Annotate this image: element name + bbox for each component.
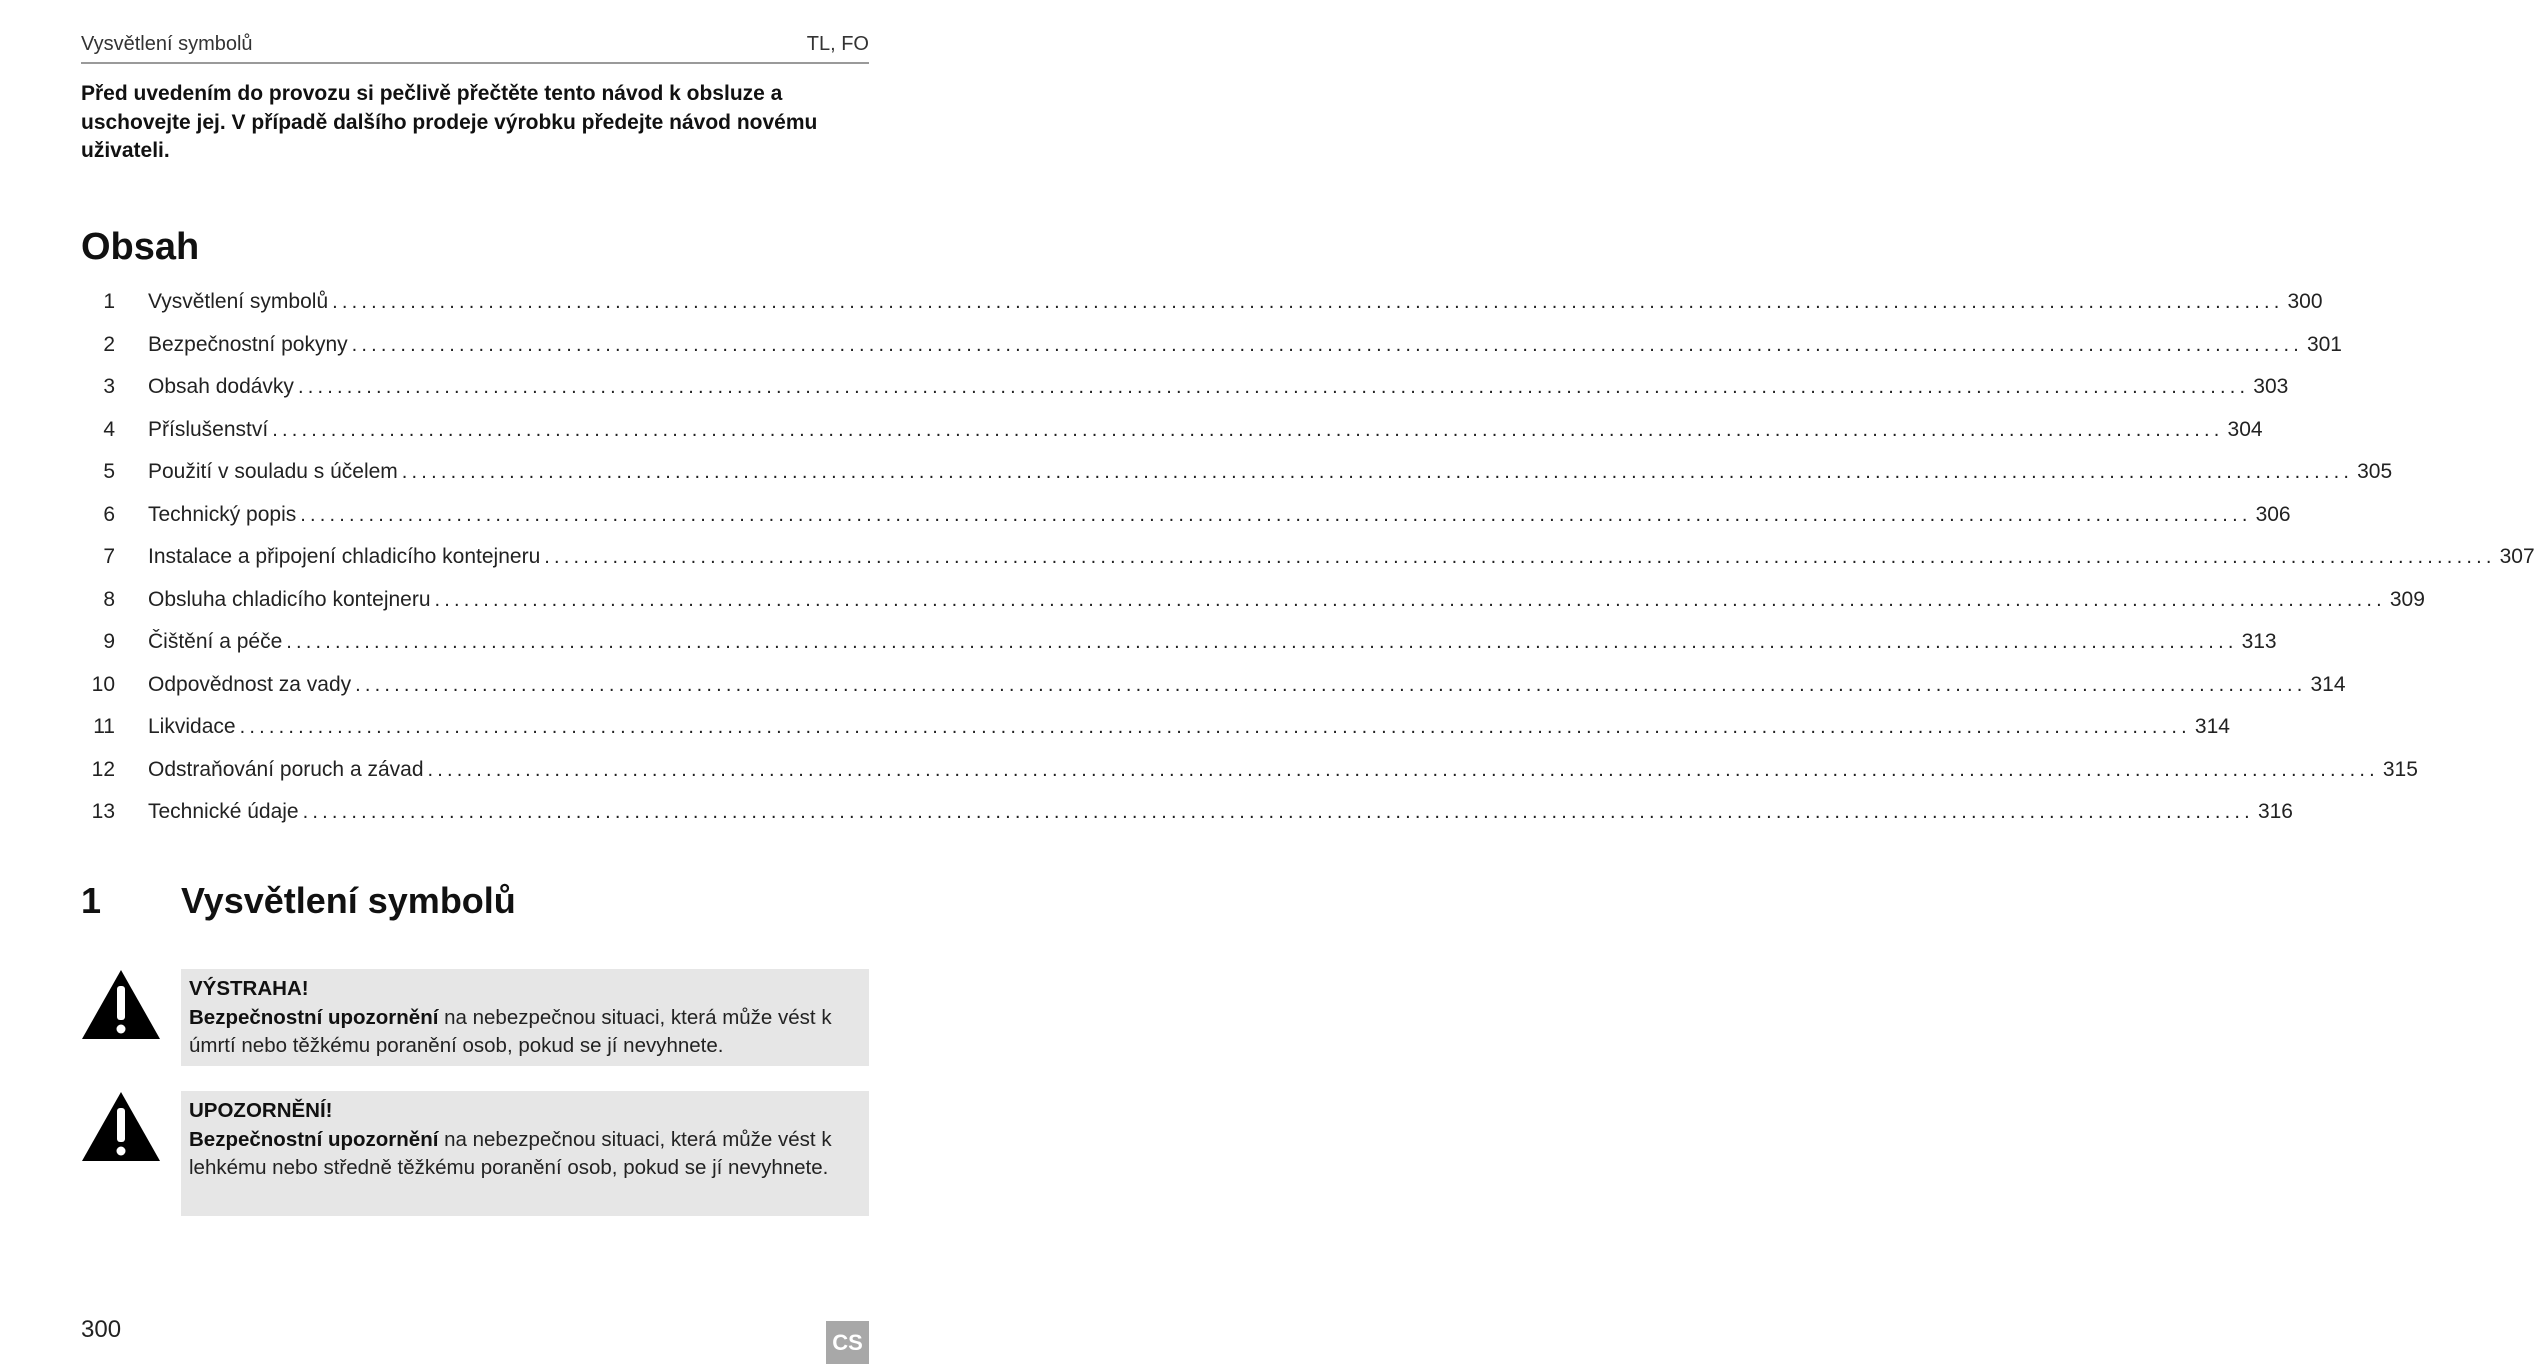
toc-entry-page: 314 [2194, 715, 2230, 738]
toc-entry [81, 752, 2418, 795]
page-number: 300 [81, 1316, 122, 1343]
toc-leader-dots: ........................................................................................................................................................................................................ [544, 546, 2496, 568]
toc-entry-label: Čištění a péče [148, 630, 283, 653]
toc-leader-dots: ........................................................................................................................................................................................................ [300, 503, 2252, 526]
toc-leader-dots: ........................................................................................................................................................................................................ [351, 333, 2303, 356]
toc-leader-dots: ........................................................................................................................................................................................................ [401, 461, 2354, 483]
toc-entry-label: Obsluha chladicího kontejneru [148, 587, 431, 611]
caution-text: na nebezpečnou situaci, která může vést k lehkému nebo středně těžkému poranění osob, pokud se jí nevyhnete. [189, 1127, 832, 1179]
toc-entry-label: Odstraňování poruch a závad [148, 757, 424, 781]
toc-entry-number: 8 [103, 587, 115, 611]
toc-entry-number: 5 [103, 460, 115, 483]
toc-leader-dots: ........................................................................................................................................................................................................ [332, 291, 2284, 313]
toc-entry [81, 284, 2323, 327]
toc-entry [81, 624, 2277, 667]
toc-entry [81, 412, 2263, 455]
toc-entry-page: 300 [2287, 290, 2323, 313]
section-number: 1 [81, 880, 102, 921]
toc-entry-number: 1 [103, 290, 115, 313]
toc-entry-page: 301 [2306, 332, 2342, 356]
toc-entry-line [148, 757, 2418, 782]
toc-entry-line [148, 545, 2535, 569]
header-model-codes: TL, FO [806, 33, 869, 55]
toc-entry-line [148, 417, 2263, 442]
toc-entry-page: 309 [2389, 587, 2425, 611]
warning-heading: VÝSTRAHA! [189, 977, 309, 1000]
toc-entry [81, 582, 2425, 625]
toc-entry [81, 497, 2291, 540]
toc-entry-number: 10 [91, 672, 115, 696]
toc-leader-dots: ........................................................................................................................................................................................................ [434, 588, 2386, 611]
table-of-contents [81, 284, 2535, 837]
toc-entry-line [148, 715, 2230, 739]
intro-notice: Před uvedením do provozu si pečlivě přečtěte tento návod k obsluze a uschovejte jej. V případě dalšího prodeje výrobku předejte návod novému uživateli. [81, 82, 818, 162]
toc-entry-page: 303 [2253, 375, 2289, 398]
toc-entry-label: Technické údaje [148, 800, 299, 823]
toc-entry [81, 539, 2535, 582]
toc-entry-line [148, 800, 2293, 824]
toc-leader-dots: ........................................................................................................................................................................................................ [302, 801, 2254, 823]
toc-entry-line [148, 460, 2393, 484]
toc-entry-line [148, 290, 2323, 314]
toc-entry-label: Vysvětlení symbolů [148, 290, 329, 313]
toc-entry-number: 2 [103, 332, 115, 356]
toc-leader-dots: ........................................................................................................................................................................................................ [239, 716, 2191, 738]
toc-entry-label: Likvidace [148, 715, 236, 738]
warning-triangle-icon [81, 1090, 161, 1162]
warning-bold-lead: Bezpečnostní upozornění [189, 1005, 439, 1029]
language-badge: CS [826, 1321, 869, 1364]
toc-entry-line [148, 502, 2291, 527]
toc-entry-label: Obsah dodávky [148, 375, 294, 398]
section-title: Vysvětlení symbolů [181, 880, 516, 921]
warning-box [181, 969, 869, 1066]
toc-leader-dots: ........................................................................................................................................................................................................ [272, 418, 2224, 441]
toc-entry-page: 305 [2357, 460, 2393, 483]
toc-title: Obsah [81, 226, 200, 268]
toc-leader-dots: ........................................................................................................................................................................................................ [286, 631, 2238, 653]
header-section-title: Vysvětlení symbolů [81, 33, 253, 55]
toc-entry [81, 327, 2342, 370]
toc-entry [81, 709, 2230, 752]
warning-text: na nebezpečnou situaci, která může vést k úmrtí nebo těžkému poranění osob, pokud se jí nevyhnete. [189, 1005, 832, 1057]
toc-entry-number: 9 [103, 630, 115, 653]
toc-entry-page: 315 [2382, 757, 2418, 781]
toc-entry-page: 313 [2241, 630, 2277, 653]
toc-entry [81, 454, 2393, 497]
toc-leader-dots: ........................................................................................................................................................................................................ [427, 758, 2379, 781]
toc-entry-line [148, 587, 2425, 612]
toc-entry-number: 11 [93, 715, 115, 738]
toc-entry-line [148, 630, 2277, 654]
warning-triangle-icon [81, 968, 161, 1040]
toc-entry-page: 307 [2499, 545, 2535, 568]
toc-entry-page: 314 [2310, 672, 2346, 696]
toc-entry-page: 316 [2257, 800, 2293, 823]
page-header [81, 30, 869, 64]
toc-entry-line [148, 672, 2346, 697]
toc-entry-number: 3 [103, 375, 115, 398]
toc-entry-number: 7 [103, 545, 115, 568]
toc-entry-label: Použití v souladu s účelem [148, 460, 398, 483]
toc-leader-dots: ........................................................................................................................................................................................................ [355, 673, 2307, 696]
toc-entry-label: Instalace a připojení chladicího kontejneru [148, 545, 541, 568]
toc-entry [81, 369, 2289, 412]
toc-entry-number: 13 [91, 800, 115, 823]
toc-entry-label: Technický popis [148, 502, 297, 526]
toc-entry-number: 4 [103, 417, 115, 441]
toc-entry-label: Příslušenství [148, 417, 269, 441]
toc-leader-dots: ........................................................................................................................................................................................................ [297, 376, 2250, 398]
caution-box [181, 1091, 869, 1216]
toc-entry-page: 306 [2255, 502, 2291, 526]
toc-entry-line [148, 375, 2289, 399]
toc-entry-number: 12 [91, 757, 115, 781]
toc-entry-line [148, 332, 2342, 357]
caution-heading: UPOZORNĚNÍ! [189, 1099, 333, 1122]
toc-entry-label: Odpovědnost za vady [148, 672, 352, 696]
toc-entry [81, 667, 2346, 710]
toc-entry-label: Bezpečnostní pokyny [148, 332, 348, 356]
toc-entry [81, 794, 2293, 837]
toc-entry-page: 304 [2227, 417, 2263, 441]
toc-entry-number: 6 [103, 502, 115, 526]
caution-bold-lead: Bezpečnostní upozornění [189, 1127, 439, 1151]
